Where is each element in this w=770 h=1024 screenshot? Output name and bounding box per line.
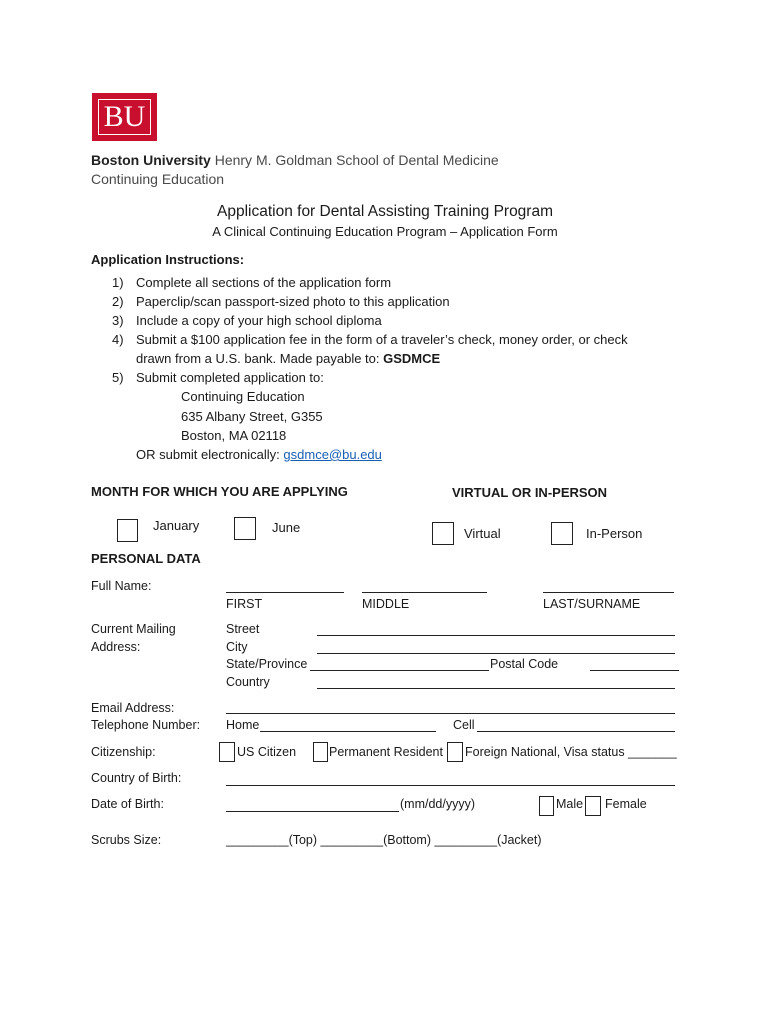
postal-field[interactable] (590, 670, 679, 671)
foreign-national-label: Foreign National, Visa status _______ (465, 745, 677, 759)
instruction-item: Include a copy of your high school diploma (136, 313, 382, 328)
mode-heading: VIRTUAL OR IN-PERSON (452, 485, 608, 500)
month-heading: MONTH FOR WHICH YOU ARE APPLYING (91, 484, 348, 499)
permanent-resident-checkbox[interactable] (313, 742, 328, 762)
phone-label: Telephone Number: (91, 718, 201, 732)
dob-label: Date of Birth: (91, 797, 164, 811)
us-citizen-checkbox[interactable] (219, 742, 235, 762)
mailing-label: Current Mailing (91, 622, 176, 636)
instructions-heading: Application Instructions: (91, 252, 245, 267)
middle-name-field[interactable] (362, 592, 487, 593)
instruction-item: Complete all sections of the application form (136, 275, 392, 290)
instruction-cont-text: drawn from a U.S. bank. Made payable to: (136, 351, 380, 366)
first-name-field[interactable] (226, 592, 344, 593)
last-caption: LAST/SURNAME (543, 597, 641, 611)
january-checkbox[interactable] (117, 519, 138, 542)
electronic-prefix: OR submit electronically: (136, 447, 280, 462)
instruction-continuation (136, 351, 440, 366)
mailing-label-2: Address: (91, 640, 141, 654)
instruction-item: Paperclip/scan passport-sized photo to this application (136, 294, 450, 309)
full-name-label: Full Name: (91, 579, 152, 593)
in-person-label: In-Person (586, 526, 643, 541)
citizenship-label: Citizenship: (91, 745, 156, 759)
address-line: Continuing Education (181, 389, 305, 404)
page-subtitle: A Clinical Continuing Education Program – Application Form (212, 224, 558, 239)
in-person-checkbox[interactable] (551, 522, 573, 545)
male-label: Male (556, 797, 584, 811)
street-field[interactable] (317, 635, 675, 636)
street-label: Street (226, 622, 260, 636)
last-name-field[interactable] (543, 592, 674, 593)
home-phone-field[interactable] (260, 731, 436, 732)
instruction-num: 2) (112, 294, 124, 309)
city-label: City (226, 640, 248, 654)
virtual-checkbox[interactable] (432, 522, 454, 545)
logo-text: BU (98, 99, 152, 135)
first-caption: FIRST (226, 597, 263, 611)
female-label: Female (605, 797, 647, 811)
country-label: Country (226, 675, 270, 689)
school-name: Henry M. Goldman School of Dental Medicine (214, 152, 499, 168)
virtual-label: Virtual (464, 526, 501, 541)
address-line: 635 Albany Street, G355 (181, 409, 323, 424)
home-label: Home (226, 718, 260, 732)
january-label: January (153, 518, 200, 533)
middle-caption: MIDDLE (362, 597, 410, 611)
state-label: State/Province (226, 657, 308, 671)
electronic-submission (136, 447, 382, 462)
country-field[interactable] (317, 688, 675, 689)
female-checkbox[interactable] (585, 796, 601, 816)
us-citizen-label: US Citizen (237, 745, 297, 759)
birth-country-field[interactable] (226, 785, 675, 786)
scrubs-size-fields[interactable]: _________(Top) _________(Bottom) _________(Jacket) (226, 833, 542, 847)
cell-label: Cell (453, 718, 475, 732)
school-header (91, 152, 499, 168)
city-field[interactable] (317, 653, 675, 654)
postal-label: Postal Code (490, 657, 559, 671)
email-link[interactable]: gsdmce@bu.edu (283, 447, 382, 462)
cell-phone-field[interactable] (477, 731, 675, 732)
male-checkbox[interactable] (539, 796, 554, 816)
instruction-num: 5) (112, 370, 124, 385)
scrubs-label: Scrubs Size: (91, 833, 162, 847)
permanent-resident-label: Permanent Resident (329, 745, 443, 759)
instruction-num: 3) (112, 313, 124, 328)
instruction-num: 4) (112, 332, 124, 347)
address-line: Boston, MA 02118 (181, 428, 287, 443)
bu-logo (92, 93, 157, 141)
instruction-item: Submit completed application to: (136, 370, 324, 385)
dob-field[interactable] (226, 811, 399, 812)
department-name: Continuing Education (91, 171, 225, 187)
email-label: Email Address: (91, 701, 175, 715)
instruction-num: 1) (112, 275, 124, 290)
june-checkbox[interactable] (234, 517, 256, 540)
birth-country-label: Country of Birth: (91, 771, 182, 785)
personal-heading: PERSONAL DATA (91, 551, 201, 566)
june-label: June (272, 520, 301, 535)
university-name: Boston University (91, 152, 211, 168)
instruction-item: Submit a $100 application fee in the form of a traveler’s check, money order, or check (136, 332, 628, 347)
foreign-national-checkbox[interactable] (447, 742, 463, 762)
dob-format: (mm/dd/yyyy) (400, 797, 475, 811)
email-field[interactable] (226, 713, 675, 714)
page-title: Application for Dental Assisting Training Program (217, 203, 553, 220)
payee: GSDMCE (383, 351, 441, 366)
state-field[interactable] (310, 670, 489, 671)
